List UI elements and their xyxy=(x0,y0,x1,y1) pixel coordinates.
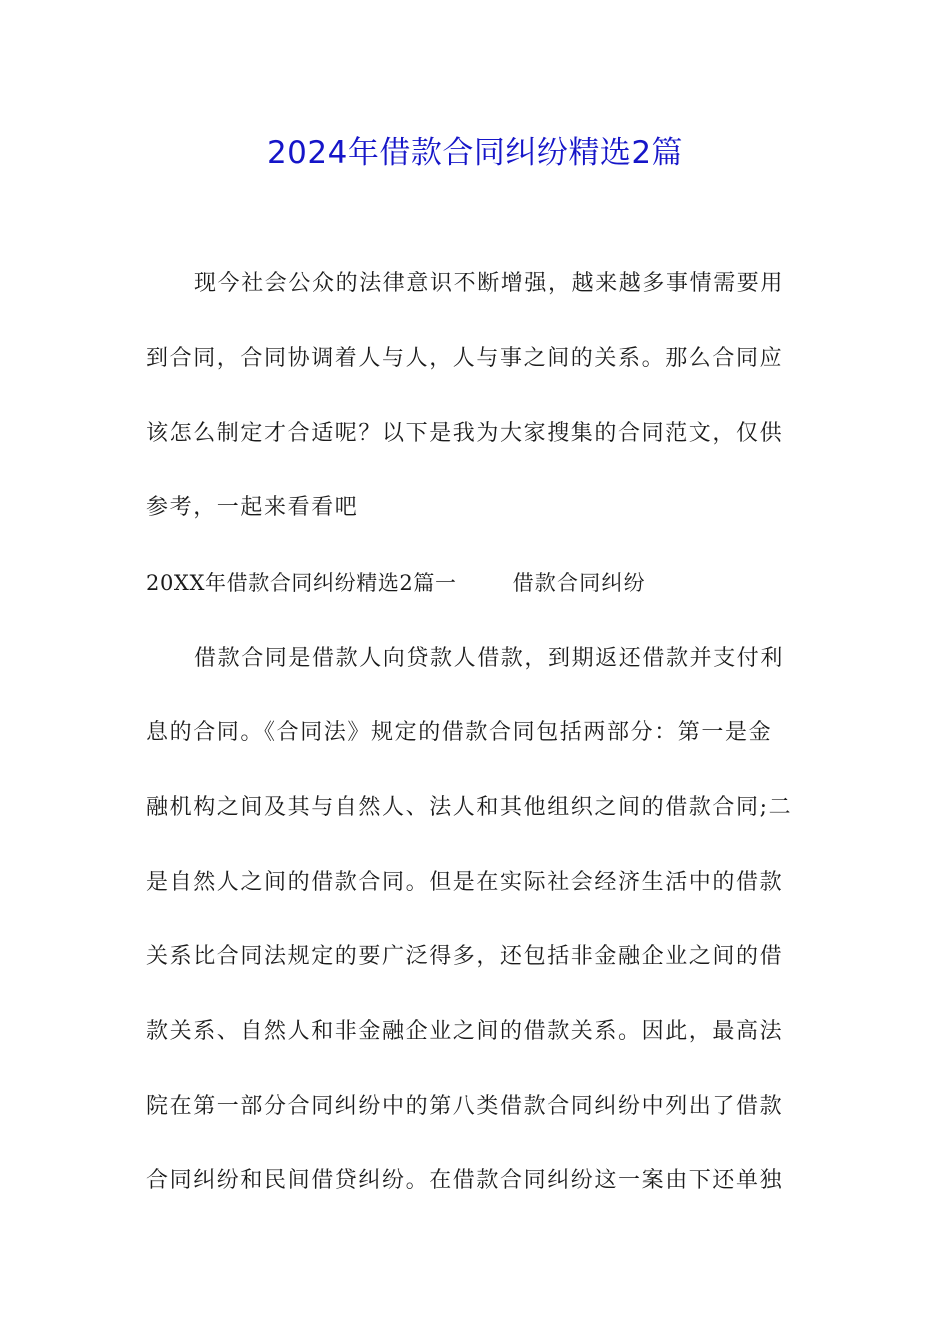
body-line-2: 息的合同。《合同法》规定的借款合同包括两部分：第一是金 xyxy=(146,720,773,745)
body-line-7: 院在第一部分合同纠纷中的第八类借款合同纠纷中列出了借款 xyxy=(146,1094,784,1119)
section-heading xyxy=(146,565,646,601)
section-heading-main: 20XX年借款合同纠纷精选2篇一 xyxy=(146,571,457,595)
body-line-4: 是自然人之间的借款合同。但是在实际社会经济生活中的借款 xyxy=(146,870,784,895)
section-heading-sub: 借款合同纠纷 xyxy=(512,571,646,595)
intro-line-1: 现今社会公众的法律意识不断增强，越来越多事情需要用 xyxy=(194,271,785,296)
body-line-5: 关系比合同法规定的要广泛得多，还包括非金融企业之间的借 xyxy=(146,944,784,969)
intro-line-3: 该怎么制定才合适呢？以下是我为大家搜集的合同范文，仅供 xyxy=(146,421,784,446)
body-line-6: 款关系、自然人和非金融企业之间的借款关系。因此，最高法 xyxy=(146,1019,784,1044)
intro-line-4: 参考，一起来看看吧 xyxy=(146,495,359,520)
document-title: 2024年借款合同纠纷精选2篇 xyxy=(266,135,684,171)
body-line-8: 合同纠纷和民间借贷纠纷。在借款合同纠纷这一案由下还单独 xyxy=(146,1168,784,1193)
intro-line-2: 到合同，合同协调着人与人，人与事之间的关系。那么合同应 xyxy=(146,346,784,371)
body-line-1: 借款合同是借款人向贷款人借款，到期返还借款并支付利 xyxy=(194,646,785,671)
body-line-3: 融机构之间及其与自然人、法人和其他组织之间的借款合同;二 xyxy=(146,795,793,820)
